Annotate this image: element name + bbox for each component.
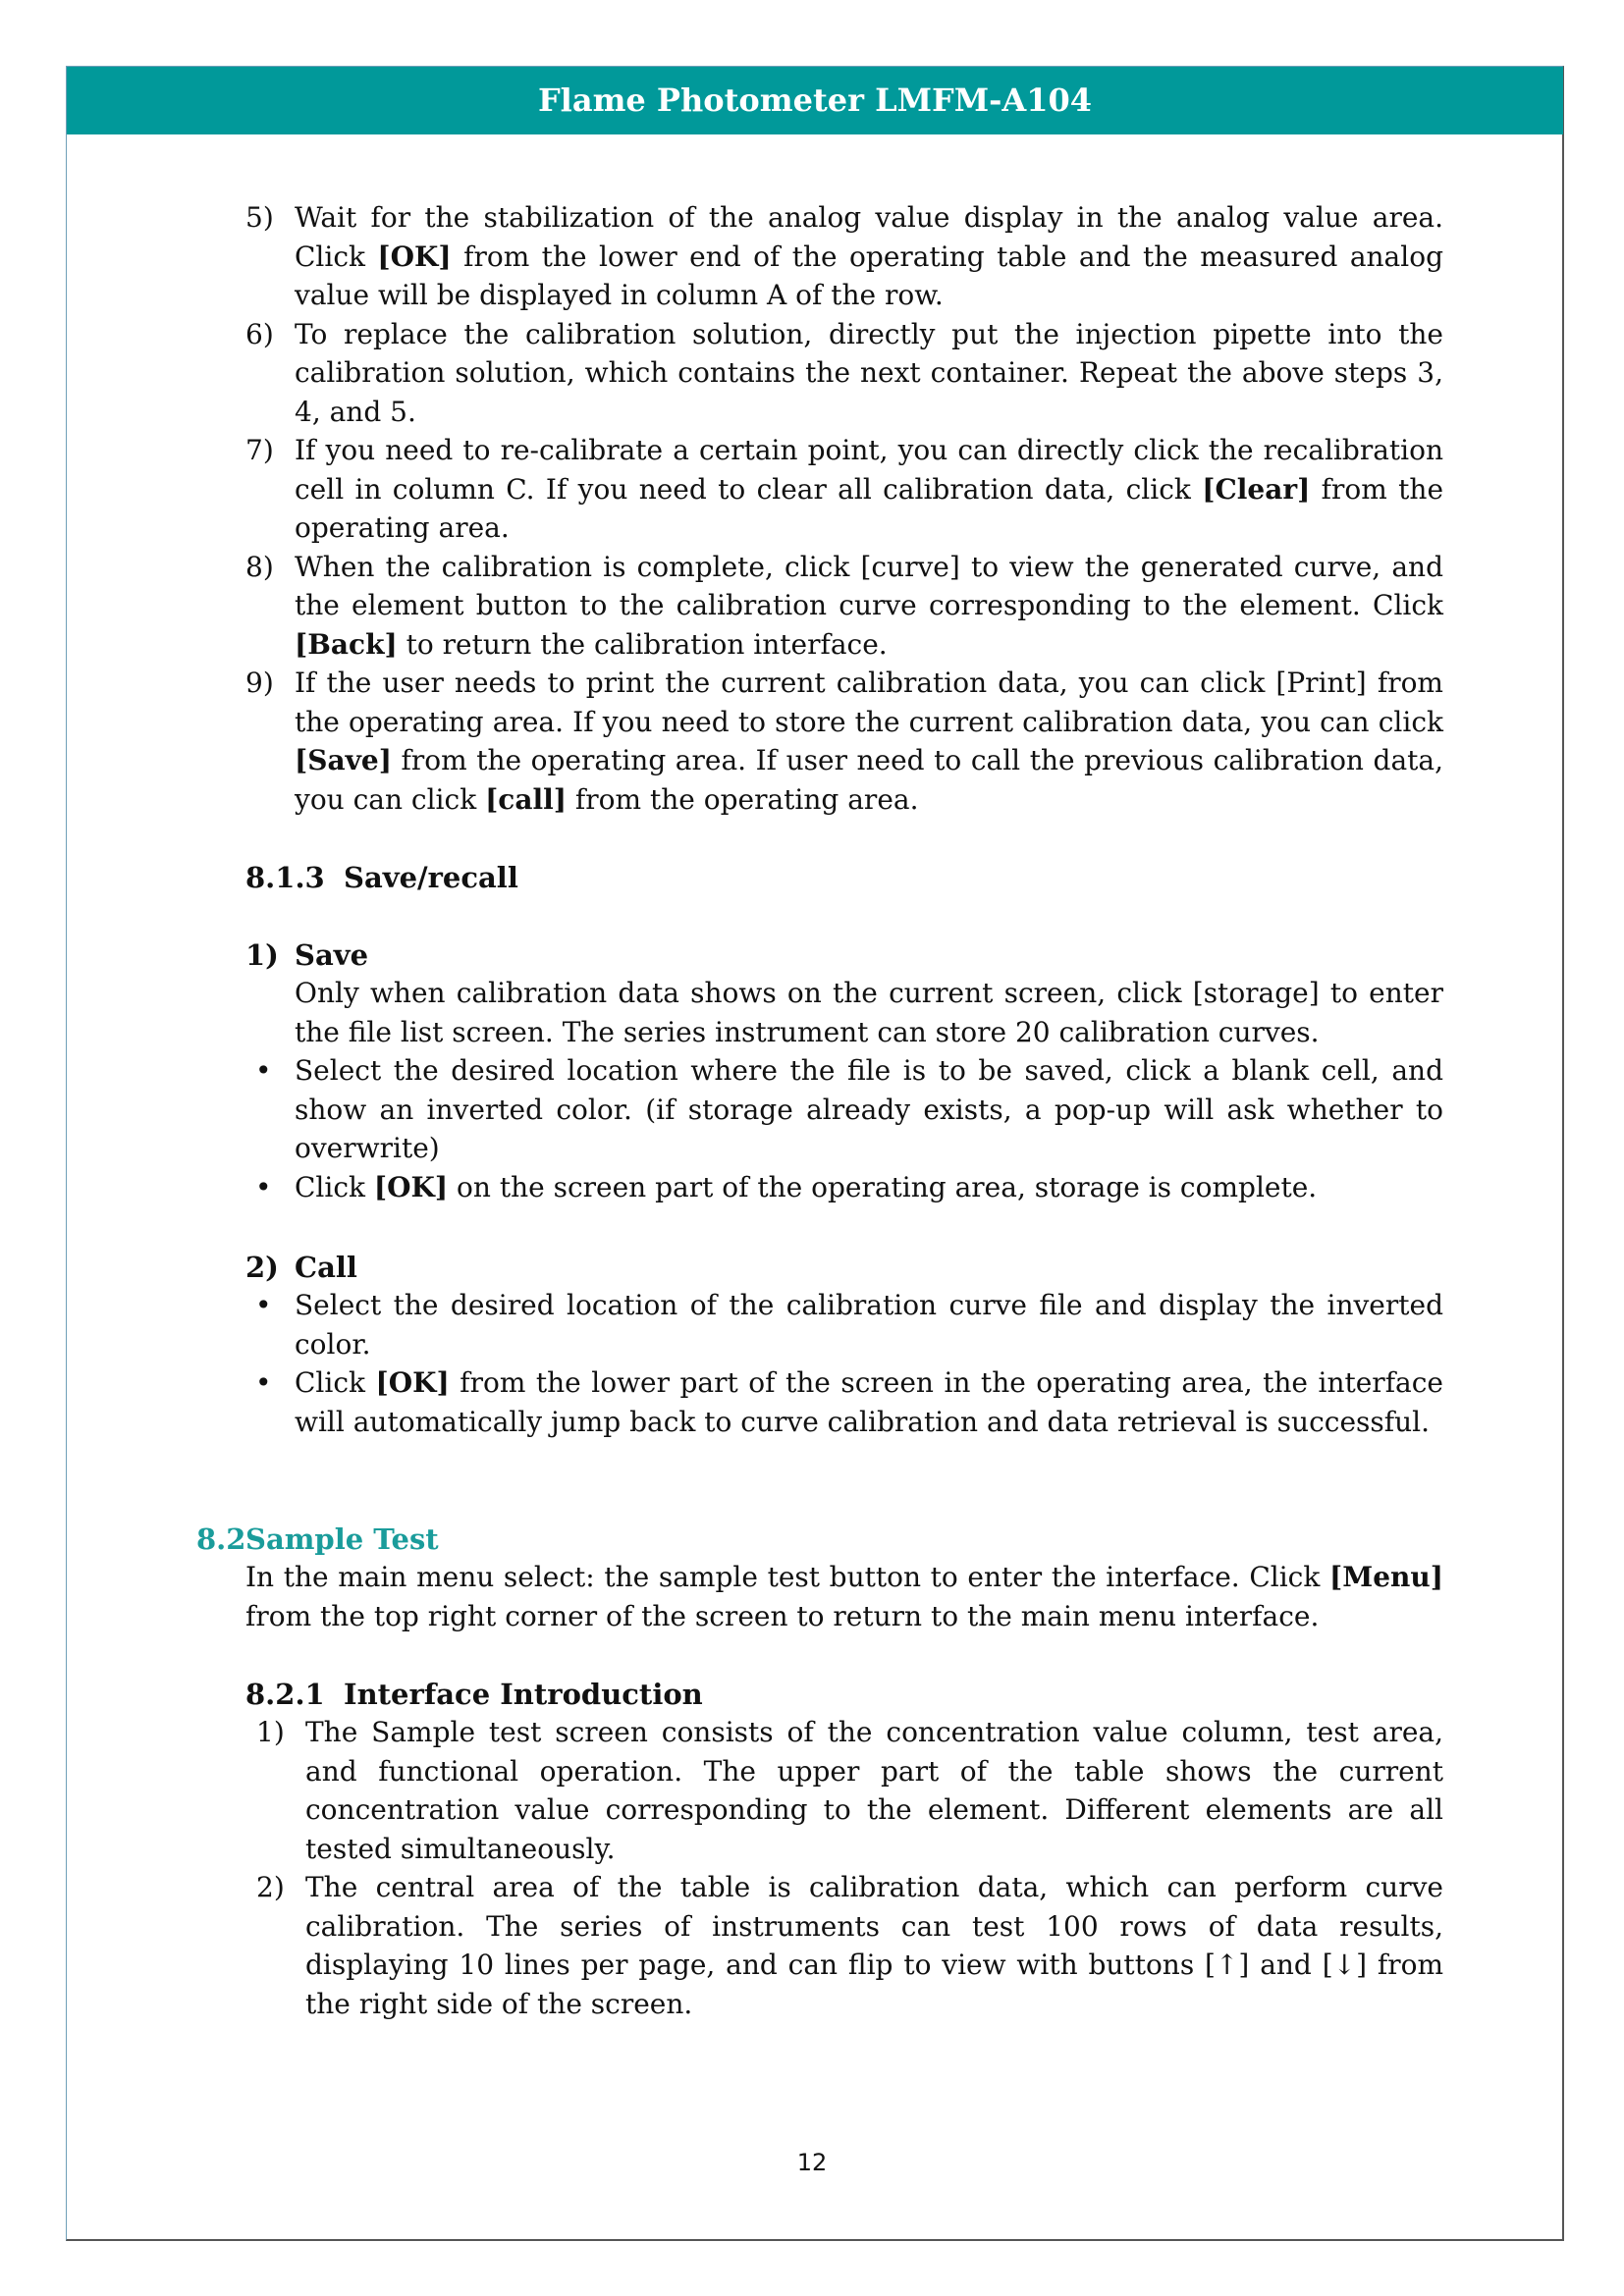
numbered-step bbox=[245, 198, 1443, 315]
text-run: on the screen part of the operating area, storage is complete. bbox=[448, 1170, 1318, 1203]
text-run: from the operating area. bbox=[295, 472, 1444, 544]
text-run: to return the calibration interface. bbox=[397, 627, 888, 661]
text-run: The Sample test screen consists of the concentration value column, test area, and functional operation. The upper part of the table shows the current concentration value corresponding to the element. Different elements are all tested simultaneously. bbox=[305, 1716, 1443, 1865]
text-run: from the lower end of the operating table and the measured analog value will be displayed in column A of the row. bbox=[295, 240, 1443, 311]
section-heading-8-2: 8.2Sample Test bbox=[196, 1522, 439, 1556]
bullet-item bbox=[255, 1051, 1443, 1168]
calibration-steps-list bbox=[245, 198, 1444, 819]
step-number: 8) bbox=[245, 550, 274, 583]
bold-keyword: [call] bbox=[485, 782, 568, 816]
step-number: 1) bbox=[256, 1716, 285, 1748]
numbered-step bbox=[245, 431, 1444, 548]
bullet-marker: • bbox=[255, 1170, 272, 1203]
text-run: from the lower part of the screen in the operating area, the interface will automatically jump back to curve calibration and data retrieval is successful. bbox=[295, 1366, 1443, 1438]
step-number: 2) bbox=[256, 1871, 285, 1903]
text-run: To replace the calibration solution, directly put the injection pipette into the calibration solution, which contains the next container. Repeat the above steps 3, 4, and 5. bbox=[295, 317, 1443, 428]
text-run: Click bbox=[295, 1366, 376, 1399]
text-run: If the user needs to print the current calibration data, you can click [Print] from the operating area. If you need to store the current calibration data, you can click bbox=[295, 667, 1443, 738]
bold-keyword: [OK] bbox=[375, 1366, 450, 1399]
text-run: In the main menu select: the sample test button to enter the interface. Click bbox=[245, 1561, 1329, 1593]
bullet-marker: • bbox=[255, 1054, 272, 1087]
text-run: If you need to re-calibrate a certain point, you can directly click the recalibration cell in column C. If you need to clear all calibration data, click bbox=[295, 434, 1443, 506]
section-heading-8-2-1: 8.2.1 Interface Introduction bbox=[245, 1678, 703, 1711]
bullet-marker: • bbox=[255, 1366, 272, 1399]
bold-keyword: [Clear] bbox=[1202, 472, 1311, 506]
step-number: 6) bbox=[245, 317, 274, 350]
bullet-item bbox=[255, 1363, 1443, 1441]
numbered-step bbox=[245, 664, 1443, 819]
text-run: When the calibration is complete, click [curve] to view the generated curve, and the element button to the calibration curve corresponding to the element. Click bbox=[295, 550, 1443, 621]
page-header bbox=[67, 67, 1563, 134]
save-heading: 1) Save bbox=[245, 938, 369, 972]
bold-keyword: [Save] bbox=[295, 744, 392, 776]
page-number: 12 bbox=[796, 2149, 828, 2176]
bold-keyword: [OK] bbox=[373, 1170, 449, 1203]
section-heading-8-1-3: 8.1.3 Save/recall bbox=[245, 861, 518, 894]
bold-keyword: [Back] bbox=[295, 627, 398, 661]
step-number: 5) bbox=[245, 201, 274, 234]
text-run: Wait for the stabilization of the analog value display in the analog value area. Click bbox=[295, 201, 1443, 273]
step-number: 9) bbox=[245, 667, 274, 699]
text-run: from the operating area. If user need to call the previous calibration data, you can click bbox=[295, 744, 1443, 816]
text-run: Click bbox=[295, 1170, 374, 1203]
numbered-step bbox=[245, 315, 1443, 432]
bold-keyword: [Menu] bbox=[1328, 1561, 1443, 1593]
bold-keyword: [OK] bbox=[377, 240, 452, 273]
numbered-step bbox=[256, 1713, 1443, 1868]
text-run: from the operating area. bbox=[567, 782, 919, 816]
call-bullets-list bbox=[255, 1286, 1443, 1441]
sample-test-intro bbox=[245, 1558, 1443, 1635]
bullet-item bbox=[255, 1168, 1443, 1207]
document-title: Flame Photometer LMFM-A104 bbox=[537, 81, 1093, 119]
numbered-step bbox=[256, 1868, 1443, 2023]
step-number: 7) bbox=[245, 434, 274, 466]
bullet-item bbox=[255, 1286, 1443, 1363]
bullet-marker: • bbox=[255, 1289, 272, 1321]
text-run: from the top right corner of the screen to return to the main menu interface. bbox=[245, 1599, 1320, 1632]
call-heading: 2) Call bbox=[245, 1251, 357, 1284]
numbered-step bbox=[245, 548, 1443, 665]
text-run: Select the desired location where the file is to be saved, click a blank cell, and show an inverted color. (if storage already exists, a pop-up will ask whether to overwrite) bbox=[295, 1054, 1443, 1164]
interface-intro-list bbox=[256, 1713, 1443, 2023]
save-bullets-list bbox=[255, 1051, 1443, 1206]
text-run: Select the desired location of the calibration curve file and display the inverted color. bbox=[295, 1289, 1443, 1361]
save-intro: Only when calibration data shows on the current screen, click [storage] to enter the file list screen. The series instrument can store 20 calibration curves. bbox=[295, 977, 1443, 1048]
text-run: The central area of the table is calibration data, which can perform curve calibration. The series of instruments can test 100 rows of data results, displaying 10 lines per page, and can flip to view with buttons [↑] and [↓] from the right side of the screen. bbox=[305, 1871, 1443, 2020]
